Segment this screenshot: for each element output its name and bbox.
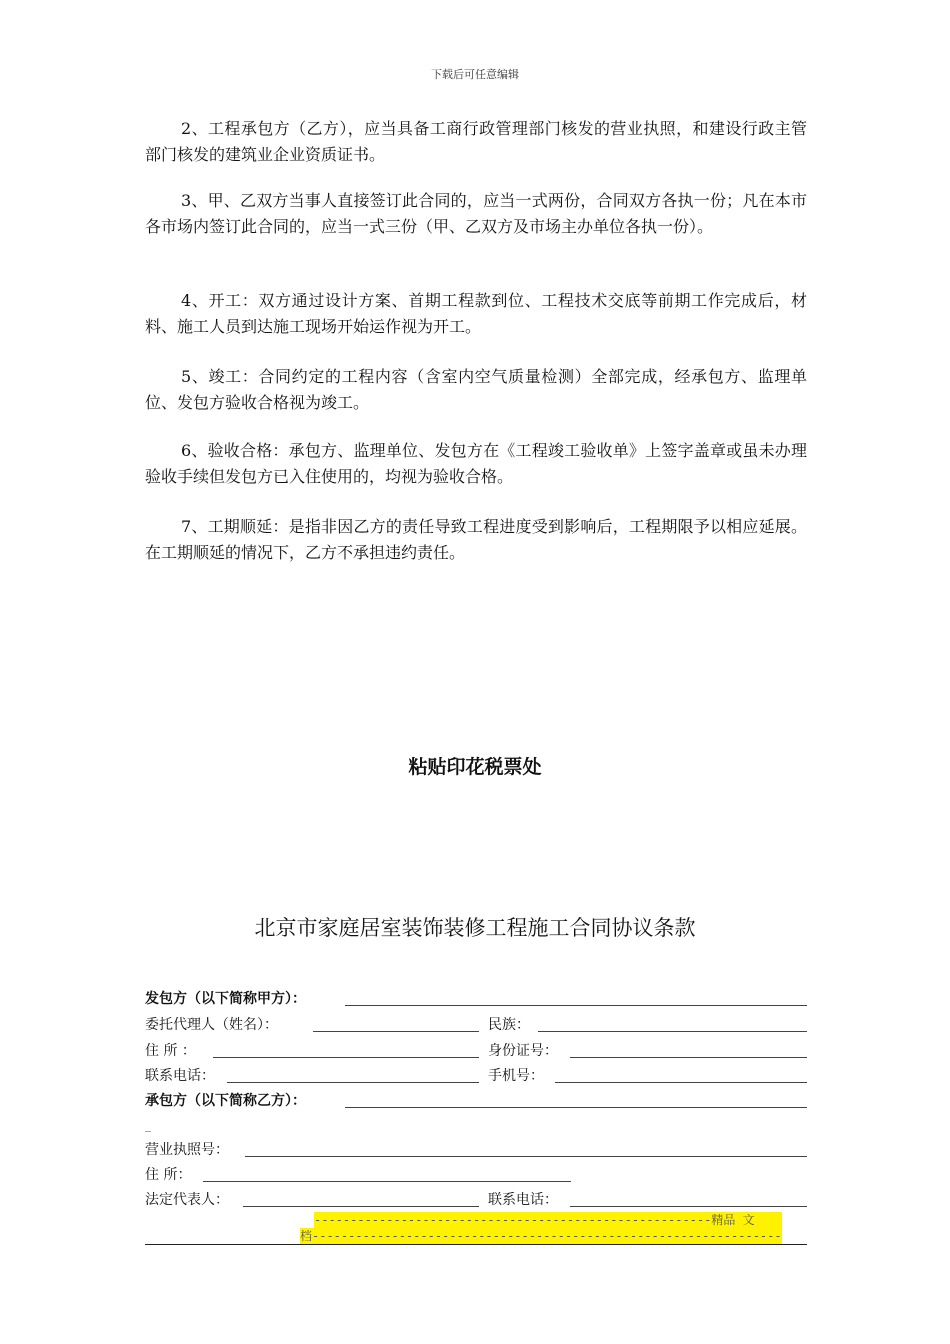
agent-field[interactable] [313,1031,479,1032]
clause-2: 2、工程承包方（乙方），应当具备工商行政管理部门核发的营业执照，和建设行政主管部门核发的建筑业企业资质证书。 [145,119,807,164]
clause-5: 5、竣工：合同约定的工程内容（含室内空气质量检测）全部完成，经承包方、监理单位、发包方验收合格视为竣工。 [145,367,807,412]
mobile-field[interactable] [555,1082,807,1083]
ethnicity-label: 民族： [488,1017,530,1033]
legal-rep-label: 法定代表人： [145,1192,229,1208]
stamp-area-label: 粘贴印花税票处 [408,756,542,778]
address-row [145,1040,807,1062]
party-a-row [145,988,807,1010]
party-b-row [145,1090,807,1112]
phone-b-label: 联系电话： [488,1192,558,1208]
legal-rep-row [145,1189,807,1211]
license-label: 营业执照号： [145,1142,229,1158]
ethnicity-field[interactable] [538,1031,807,1032]
phone-row [145,1065,807,1087]
phone-label: 联系电话： [145,1068,215,1084]
dash-mark: _ [145,1118,151,1132]
bottom-rule [145,1244,807,1245]
id-number-label: 身份证号： [488,1043,558,1059]
id-number-field[interactable] [570,1057,807,1058]
party-b-label: 承包方（以下简称乙方）： [145,1093,306,1109]
address-label: 住 所 ： [145,1043,196,1059]
clause-4: 4、开工：双方通过设计方案、首期工程款到位、工程技术交底等前期工作完成后，材料、施工人员到达施工现场开始运作视为开工。 [145,291,807,336]
address-b-label: 住 所： [145,1167,192,1183]
agent-label: 委托代理人（姓名）： [145,1017,278,1033]
footer-line-2: 档----------------------------------------------------------------- [300,1229,782,1243]
clause-6: 6、验收合格：承包方、监理单位、发包方在《工程竣工验收单》上签字盖章或虽未办理验收手续但发包方已入住使用的，均视为验收合格。 [145,441,807,486]
phone-field[interactable] [227,1082,479,1083]
clause-3: 3、甲、乙双方当事人直接签订此合同的，应当一式两份，合同双方各执一份；凡在本市各市场内签订此合同的，应当一式三份（甲、乙双方及市场主办单位各执一份）。 [145,191,807,236]
address-b-field[interactable] [203,1181,571,1182]
party-a-field[interactable] [345,1005,807,1006]
license-row [145,1139,807,1161]
document-title: 北京市家庭居室装饰装修工程施工合同协议条款 [254,916,696,940]
clause-7: 7、工期顺延：是指非因乙方的责任导致工程进度受到影响后，工程期限予以相应延展。在工期顺延的情况下，乙方不承担违约责任。 [145,517,807,562]
agent-row [145,1014,807,1036]
license-field[interactable] [245,1156,807,1157]
page-header: 下载后可任意编辑 [431,68,519,81]
party-a-label: 发包方（以下简称甲方）： [145,991,306,1007]
address-b-row [145,1164,807,1186]
phone-b-field[interactable] [570,1206,807,1207]
footer-line-1: -------------------------------------------------------精品 文 [314,1212,782,1228]
mobile-label: 手机号： [488,1068,544,1084]
legal-rep-field[interactable] [243,1206,479,1207]
address-field[interactable] [213,1057,479,1058]
party-b-field[interactable] [345,1107,807,1108]
footer-watermark [300,1212,782,1244]
